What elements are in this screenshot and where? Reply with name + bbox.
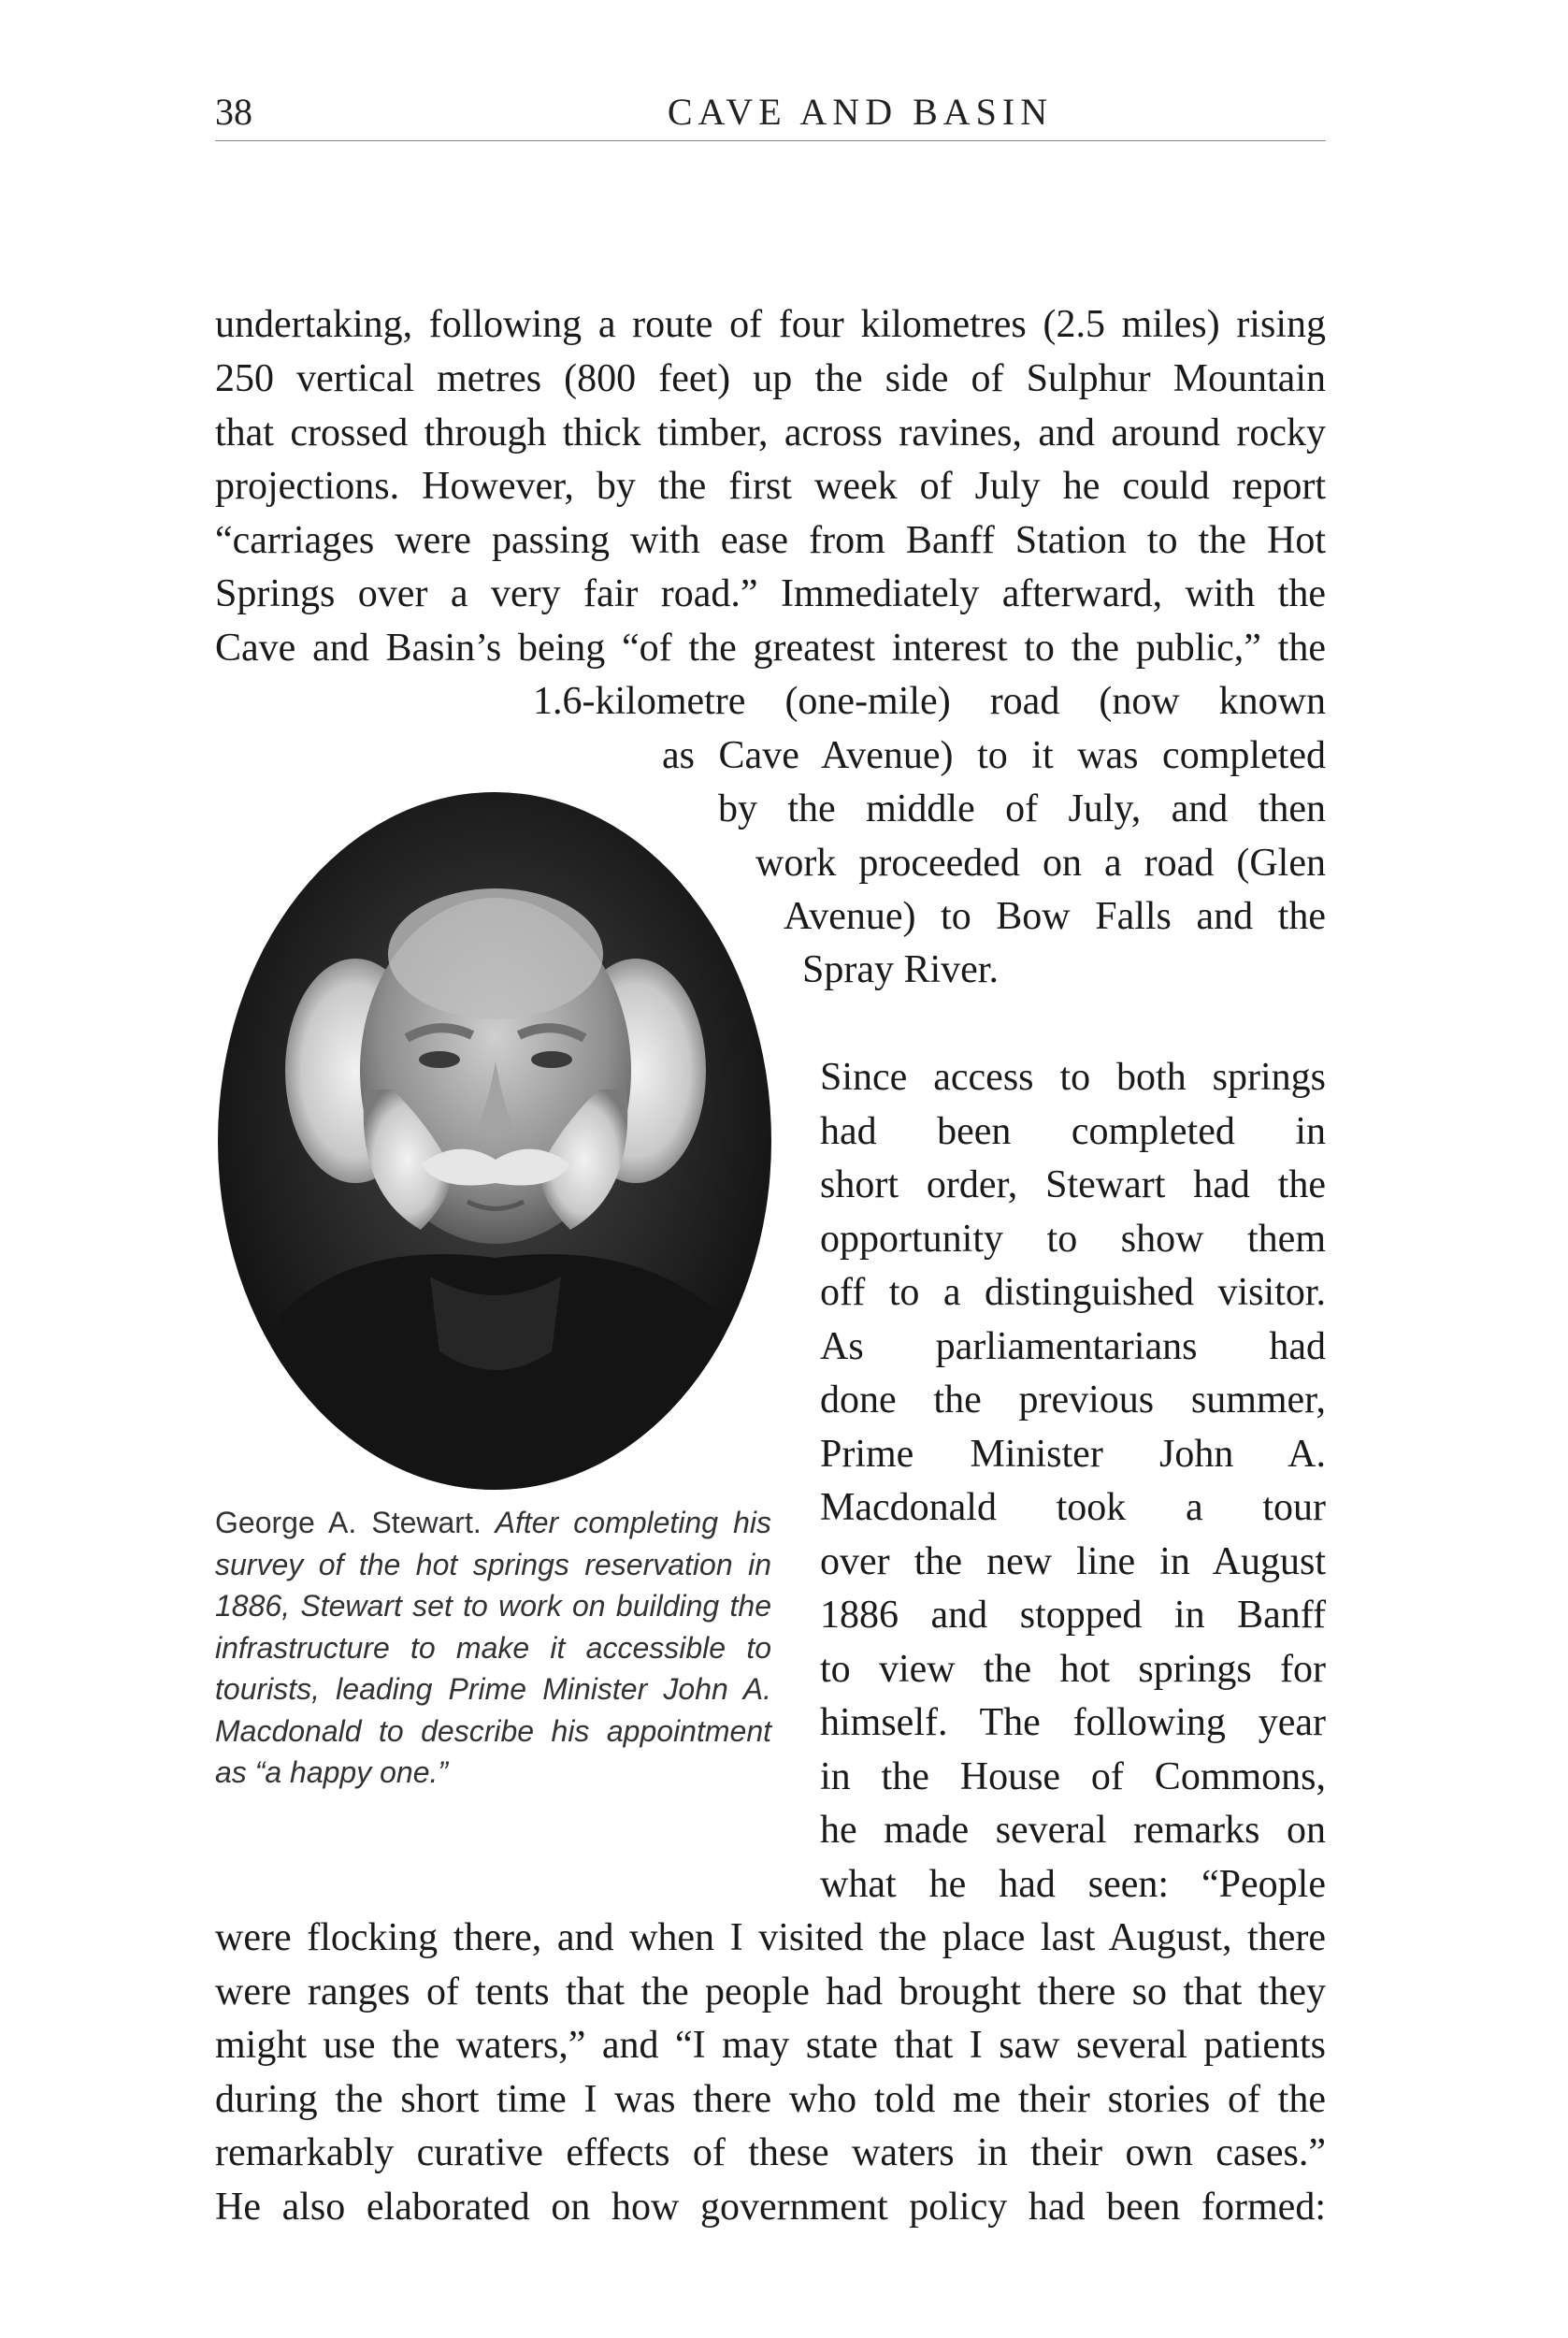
body-line: Macdonald took a tour xyxy=(820,1486,1326,1529)
caption-line: infrastructure to make it accessible to xyxy=(215,1630,771,1665)
body-line: projections. However, by the first week of July he could report xyxy=(215,465,1326,508)
body-line: as Cave Avenue) to it was completed xyxy=(662,734,1326,777)
body-line: He also elaborated on how government policy had been formed: xyxy=(215,2186,1326,2229)
body-line: what he had seen: “People xyxy=(820,1863,1326,1906)
caption-line: tourists, leading Prime Minister John A. xyxy=(215,1672,771,1706)
body-line: over the new line in August xyxy=(820,1540,1326,1583)
body-line: Avenue) to Bow Falls and the xyxy=(784,895,1326,938)
body-line: short order, Stewart had the xyxy=(820,1163,1326,1206)
body-line: to view the hot springs for xyxy=(820,1648,1326,1691)
figure-caption xyxy=(215,1502,771,1794)
body-line: might use the waters,” and “I may state that I saw several patients xyxy=(215,2024,1326,2067)
body-line: Prime Minister John A. xyxy=(820,1433,1326,1476)
body-line: were flocking there, and when I visited the place last August, there xyxy=(215,1916,1326,1959)
caption-line: survey of the hot springs reservation in xyxy=(215,1547,771,1581)
body-line: 1.6-kilometre (one-mile) road (now known xyxy=(533,680,1326,723)
body-line: had been completed in xyxy=(820,1110,1326,1153)
header-rule xyxy=(215,140,1326,141)
body-line: that crossed through thick timber, across ravines, and around rocky xyxy=(215,411,1326,455)
body-line: As parliamentarians had xyxy=(820,1325,1326,1368)
body-line: in the House of Commons, xyxy=(820,1755,1326,1798)
caption-line: 1886, Stewart set to work on building the xyxy=(215,1589,771,1623)
body-line: done the previous summer, xyxy=(820,1378,1326,1422)
caption-line: George A. Stewart. After completing his xyxy=(215,1506,772,1539)
body-line: by the middle of July, and then xyxy=(718,787,1326,830)
body-line: “carriages were passing with ease from Banff Station to the Hot xyxy=(215,519,1326,562)
body-line: were ranges of tents that the people had brought there so that they xyxy=(215,1970,1326,2013)
caption-line: as “a happy one.” xyxy=(215,1755,449,1789)
page-number: 38 xyxy=(215,91,252,133)
body-line: he made several remarks on xyxy=(820,1809,1326,1852)
body-line: during the short time I was there who told me their stories of the xyxy=(215,2078,1326,2121)
caption-subject-name: George A. Stewart. xyxy=(215,1506,482,1539)
body-line: opportunity to show them xyxy=(820,1218,1326,1261)
body-line: Spray River. xyxy=(802,948,999,991)
body-line: work proceeded on a road (Glen xyxy=(755,842,1326,885)
body-line: Since access to both springs xyxy=(820,1056,1326,1099)
running-title: CAVE AND BASIN xyxy=(667,91,1054,133)
body-line: 250 vertical metres (800 feet) up the side of Sulphur Mountain xyxy=(215,357,1326,400)
body-line: 1886 and stopped in Banff xyxy=(820,1594,1326,1637)
body-line: undertaking, following a route of four kilometres (2.5 miles) rising xyxy=(215,303,1326,346)
body-line: Cave and Basin’s being “of the greatest interest to the public,” the xyxy=(215,627,1326,670)
body-line: himself. The following year xyxy=(820,1701,1326,1744)
portrait-photo xyxy=(215,790,774,1492)
body-line: Springs over a very fair road.” Immediately afterward, with the xyxy=(215,572,1326,615)
caption-line: Macdonald to describe his appointment xyxy=(215,1713,771,1748)
body-line: off to a distinguished visitor. xyxy=(820,1271,1326,1314)
body-line: remarkably curative effects of these waters in their own cases.” xyxy=(215,2131,1326,2174)
